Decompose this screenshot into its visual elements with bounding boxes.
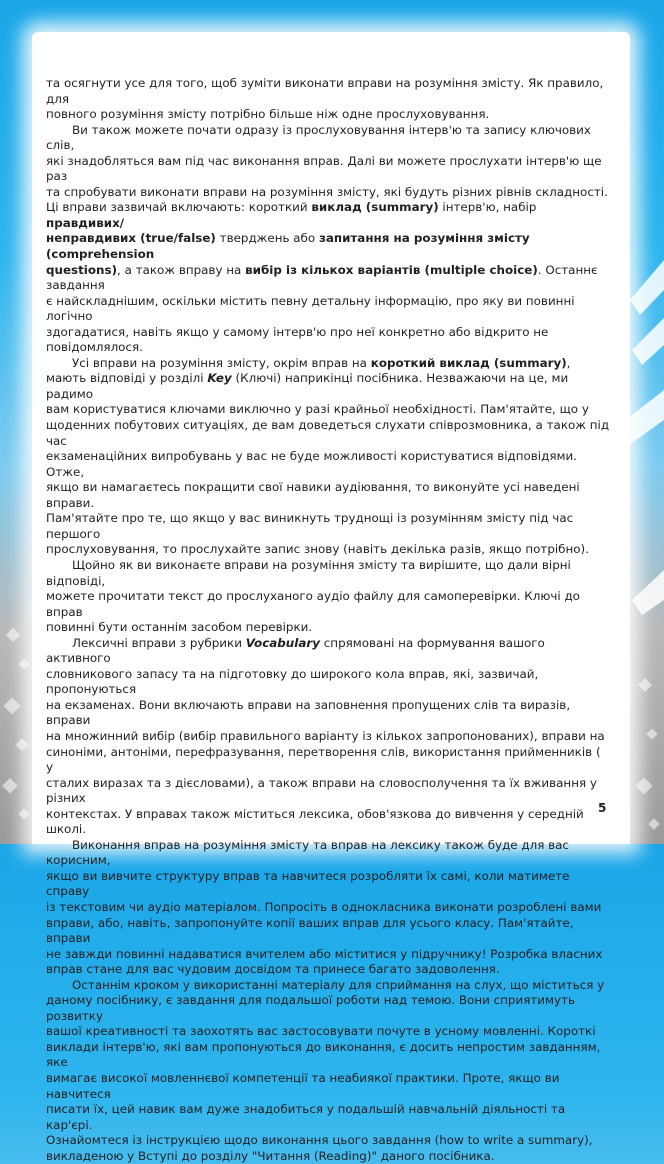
text-segment: Лексичні вправи з рубрики (72, 635, 246, 650)
text-line (46, 589, 610, 620)
text-segment: questions) (46, 262, 118, 277)
text-line (46, 263, 610, 294)
text-line (46, 947, 610, 963)
text-line (46, 636, 610, 667)
page-number: 5 (598, 801, 607, 815)
text-segment: словникового запасу та на підготовку до широкого кола вправ, які, зазвичай, пропонуються (46, 666, 539, 697)
text-segment: вправи, або, навіть, запропонуйте копії ваших вправ для усього класу. Пам'ятайте, вправи (46, 915, 574, 946)
text-segment: (Ключі) наприкінці посібника. Незважаючи на це, ми радимо (46, 371, 569, 401)
text-line (46, 154, 610, 185)
text-segment: які знадобляться вам під час виконання вправ. Далі ви можете прослухати інтерв'ю ще раз (46, 153, 602, 184)
text-segment: повного розуміння змісту потрібно більше ніж одне прослуховування. (46, 107, 490, 122)
text-line (46, 1024, 610, 1040)
text-line (46, 869, 610, 900)
text-segment: сталих виразах та з дієсловами), а також вправи на словосполучення та їх вживання у різних (46, 775, 597, 806)
text-segment: та осягнути усе для того, щоб зуміти виконати вправи на розуміння змісту. Як правило, для (46, 76, 604, 106)
text-segment: вашої креативності та заохотять вас застосовувати почуте в усному мовленні. Короткі (46, 1024, 596, 1039)
text-line (46, 993, 610, 1024)
text-line (46, 511, 610, 542)
text-segment: щоденних побутових ситуаціях, де вам доведеться слухати співрозмовника, а також під час (46, 418, 610, 448)
text-segment: можете прочитати текст до прослуханого аудіо файлу для самоперевірки. Ключі до вправ (46, 589, 580, 619)
text-line (46, 325, 610, 356)
text-segment: виклад (summary) (311, 200, 439, 215)
text-segment: Пам'ятайте про те, що якщо у вас виникнуть труднощі із розумінням змісту під час першого (46, 511, 574, 541)
text-line (46, 698, 610, 729)
text-segment: спрямовані на формування вашого активного (46, 635, 545, 666)
text-line (46, 107, 610, 123)
text-line (46, 356, 610, 372)
text-line (46, 916, 610, 947)
text-line (46, 200, 610, 231)
text-segment: контекстах. У вправах також міститься лексика, обов'язкова до вивчення у середній школі. (46, 806, 584, 837)
text-segment: , (566, 355, 571, 370)
text-segment: правдивих/ (46, 215, 125, 230)
text-line (46, 185, 610, 201)
text-segment: не завжди повинні надаватися вчителем або міститися у підручнику! Розробка власних (46, 946, 603, 961)
text-segment: та спробувати виконати вправи на розуміння змісту, які будуть різних рівнів складності. (46, 184, 608, 199)
text-segment: неправдивих (true/false) (46, 231, 216, 246)
text-segment: вибір із кількох варіантів (multiple choice) (245, 262, 538, 277)
text-segment: прослуховування, то прослухайте запис знову (навіть декілька разів, якщо потрібно). (46, 542, 589, 557)
text-line (46, 667, 610, 698)
text-line (46, 745, 610, 776)
text-segment: Виконання вправ на розуміння змісту та вправ на лексику також буде для вас корисним, (46, 837, 569, 868)
text-line (46, 1071, 610, 1102)
text-line (46, 1133, 610, 1149)
text-segment: даному посібнику, є завдання для подальшої роботи над темою. Вони сприятимуть розвитку (46, 993, 575, 1023)
text-segment: . Останнє завдання (46, 262, 598, 293)
text-segment: здогадатися, навіть якщо у самому інтерв'ю про неї конкретно або відкрито не повідомлялося. (46, 324, 549, 355)
text-segment: Ці вправи зазвичай включають: короткий (46, 200, 312, 215)
text-line (46, 620, 610, 636)
text-segment: Vocabulary (245, 635, 320, 650)
text-segment: екзаменаційних випробувань у вас не буде можливості користуватися відповідями. Отже, (46, 449, 577, 479)
text-segment: Ознайомтеся із інструкцією щодо виконання цього завдання (how to write a summary), (46, 1133, 593, 1148)
text-line (46, 231, 610, 262)
text-segment: запитання на розуміння змісту (comprehension (46, 231, 530, 262)
text-line (46, 1149, 610, 1164)
text-segment: писати їх, цей навик вам дуже знадобиться у подальшій навчальній діяльності та кар'єрі. (46, 1102, 566, 1132)
text-line (46, 776, 610, 807)
text-line (46, 449, 610, 480)
text-line (46, 480, 610, 511)
text-line (46, 294, 610, 325)
text-line (46, 978, 610, 994)
text-line (46, 962, 610, 978)
text-segment: короткий виклад (summary) (370, 355, 567, 370)
text-segment: із текстовим чи аудіо матеріалом. Попросіть в однокласника виконати розроблені вами (46, 899, 602, 914)
text-line (46, 1102, 610, 1133)
text-segment: вимагає високої мовленнєвої компетенції та неабиякої практики. Проте, якщо ви навчитеся (46, 1071, 560, 1101)
text-segment: Усі вправи на розуміння змісту, окрім вправ на (72, 355, 371, 370)
text-segment: Key (207, 371, 232, 386)
text-line (46, 1040, 610, 1071)
text-segment: повинні бути останнім засобом перевірки. (46, 620, 313, 635)
text-segment: викладеною у Вступі до розділу "Читання (Reading)" даного посібника. (46, 1148, 495, 1163)
text-segment: є найскладнішим, оскільки містить певну детальну інформацію, про яку ви повинні логічно (46, 293, 575, 324)
text-segment: Щойно як ви виконаєте вправи на розуміння змісту та вирішите, що дали вірні відповіді, (46, 557, 571, 588)
text-line (46, 729, 610, 745)
text-line (46, 558, 610, 589)
text-segment: на екзаменах. Вони включають вправи на заповнення пропущених слів та виразів, вправи (46, 697, 571, 728)
text-segment: мають відповіді у розділі (46, 371, 208, 386)
text-segment: , а також вправу на (117, 262, 246, 277)
text-segment: інтерв'ю, набір (438, 200, 537, 215)
text-segment: вам користуватися ключами виключно у разі крайньої необхідності. Пам'ятайте, що у (46, 402, 589, 417)
text-segment: на множинний вибір (вибір правильного варіанту із кількох запропонованих), вправи на (46, 728, 605, 743)
text-line (46, 807, 610, 838)
text-segment: Останнім кроком у використанні матеріалу для сприймання на слух, що міститься у (72, 977, 605, 992)
text-line (46, 542, 610, 558)
text-line (46, 838, 610, 869)
text-line (46, 402, 610, 418)
text-line (46, 371, 610, 402)
text-segment: синоніми, антоніми, перефразування, перетворення слів, використання прийменників ( у (46, 744, 601, 775)
text-segment: тверджень або (215, 231, 319, 246)
text-segment: виклади інтерв'ю, які вам пропонуються до виконання, є досить непростим завданням, яке (46, 1039, 601, 1070)
text-segment: якщо ви намагаєтесь покращити свої навики аудіювання, то виконуйте усі наведені вправи. (46, 480, 580, 510)
text-line (46, 123, 610, 154)
text-line (46, 900, 610, 916)
text-line (46, 418, 610, 449)
text-segment: Ви також можете почати одразу із прослуховування інтерв'ю та запису ключових слів, (46, 122, 591, 153)
text-segment: якщо ви вивчите структуру вправ та навчитеся розробляти їх самі, коли матимете справу (46, 868, 570, 899)
body-text (46, 76, 610, 1164)
text-line (46, 76, 610, 107)
text-segment: вправ стане для вас чудовим досвідом та принесе багато задоволення. (46, 962, 500, 977)
